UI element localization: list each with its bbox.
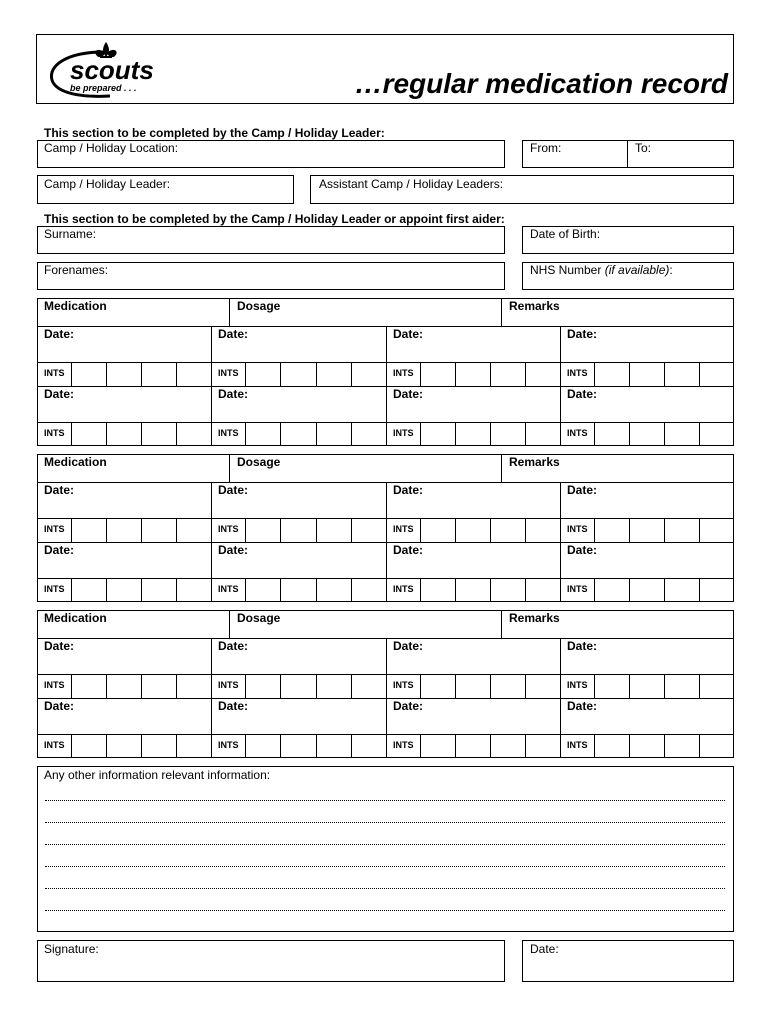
initials-box[interactable]	[525, 578, 526, 602]
date-label: Date:	[218, 387, 249, 401]
date-label: Date:	[393, 699, 424, 713]
initials-box[interactable]	[664, 578, 665, 602]
initials-box[interactable]	[420, 362, 421, 386]
initials-box[interactable]	[525, 422, 526, 446]
dotted-line	[45, 822, 725, 823]
date-label: Date:	[44, 639, 75, 653]
ints-label: INTS	[393, 524, 414, 534]
initials-box[interactable]	[629, 518, 630, 542]
initials-box[interactable]	[455, 578, 456, 602]
ints-label: INTS	[393, 428, 414, 438]
ints-label: INTS	[567, 740, 588, 750]
dotted-line	[45, 844, 725, 845]
ints-label: INTS	[393, 368, 414, 378]
nhs-note: (if available)	[604, 263, 670, 277]
initials-box[interactable]	[525, 674, 526, 698]
forenames-label: Forenames:	[44, 263, 109, 277]
camp-location-label: Camp / Holiday Location:	[44, 141, 179, 155]
dotted-line	[45, 910, 725, 911]
date-label: Date:	[218, 699, 249, 713]
initials-box[interactable]	[629, 674, 630, 698]
initials-box[interactable]	[490, 362, 491, 386]
initials-box[interactable]	[141, 734, 142, 758]
initials-box[interactable]	[525, 734, 526, 758]
initials-box[interactable]	[141, 674, 142, 698]
dotted-line	[45, 800, 725, 801]
initials-box[interactable]	[106, 518, 107, 542]
surname-field[interactable]	[37, 226, 505, 254]
initials-box[interactable]	[594, 422, 595, 446]
initials-box[interactable]	[664, 362, 665, 386]
initials-box[interactable]	[316, 518, 317, 542]
initials-box[interactable]	[629, 362, 630, 386]
initials-box[interactable]	[176, 674, 177, 698]
medication-label: Medication	[44, 299, 107, 313]
initials-box[interactable]	[629, 422, 630, 446]
initials-box[interactable]	[141, 422, 142, 446]
initials-box[interactable]	[280, 422, 281, 446]
initials-box[interactable]	[420, 422, 421, 446]
initials-box[interactable]	[629, 578, 630, 602]
initials-box[interactable]	[280, 674, 281, 698]
initials-box[interactable]	[699, 362, 700, 386]
initials-box[interactable]	[351, 734, 352, 758]
initials-box[interactable]	[71, 362, 72, 386]
remarks-label: Remarks	[509, 455, 560, 469]
initials-box[interactable]	[106, 422, 107, 446]
ints-label: INTS	[44, 368, 65, 378]
initials-box[interactable]	[71, 518, 72, 542]
section2-heading: This section to be completed by the Camp / Holiday Leader or appoint first aider:	[44, 212, 505, 226]
ints-label: INTS	[218, 584, 239, 594]
initials-box[interactable]	[664, 422, 665, 446]
initials-box[interactable]	[106, 734, 107, 758]
page-title: …regular medication record	[354, 68, 728, 99]
signature-label: Signature:	[44, 942, 99, 956]
initials-box[interactable]	[664, 674, 665, 698]
initials-box[interactable]	[176, 518, 177, 542]
initials-box[interactable]	[420, 518, 421, 542]
remarks-label: Remarks	[509, 611, 560, 625]
svg-text:be prepared . . .: be prepared . . .	[70, 83, 137, 93]
date-label: Date:	[393, 483, 424, 497]
initials-box[interactable]	[525, 518, 526, 542]
ints-label: INTS	[567, 524, 588, 534]
initials-box[interactable]	[525, 362, 526, 386]
date-label: Date:	[567, 639, 598, 653]
scouts-logo	[46, 38, 176, 100]
dob-label: Date of Birth:	[530, 227, 601, 241]
initials-box[interactable]	[245, 362, 246, 386]
date-label: Date:	[393, 387, 424, 401]
initials-box[interactable]	[490, 422, 491, 446]
initials-box[interactable]	[316, 422, 317, 446]
ints-label: INTS	[393, 680, 414, 690]
date-label: Date:	[44, 387, 75, 401]
ints-label: INTS	[218, 740, 239, 750]
initials-box[interactable]	[176, 422, 177, 446]
initials-box[interactable]	[699, 578, 700, 602]
assistant-leaders-label: Assistant Camp / Holiday Leaders:	[319, 177, 504, 191]
initials-box[interactable]	[141, 518, 142, 542]
initials-box[interactable]	[351, 578, 352, 602]
initials-box[interactable]	[245, 578, 246, 602]
initials-box[interactable]	[455, 518, 456, 542]
initials-box[interactable]	[71, 578, 72, 602]
medication-label: Medication	[44, 455, 107, 469]
initials-box[interactable]	[455, 362, 456, 386]
date-label: Date:	[567, 387, 598, 401]
initials-box[interactable]	[245, 422, 246, 446]
initials-box[interactable]	[280, 362, 281, 386]
initials-box[interactable]	[106, 578, 107, 602]
initials-box[interactable]	[629, 734, 630, 758]
ints-label: INTS	[567, 680, 588, 690]
other-info-label: Any other information relevant information:	[44, 768, 271, 782]
date-label: Date:	[218, 327, 249, 341]
initials-box[interactable]	[280, 518, 281, 542]
ints-label: INTS	[44, 740, 65, 750]
ints-label: INTS	[218, 428, 239, 438]
initials-box[interactable]	[490, 674, 491, 698]
ints-label: INTS	[567, 584, 588, 594]
initials-box[interactable]	[176, 362, 177, 386]
initials-box[interactable]	[490, 518, 491, 542]
initials-box[interactable]	[594, 734, 595, 758]
date-label: Date:	[44, 327, 75, 341]
initials-box[interactable]	[141, 362, 142, 386]
date-label: Date:	[218, 543, 249, 557]
nhs-number-label: NHS Number (if available):	[530, 263, 673, 277]
initials-box[interactable]	[594, 674, 595, 698]
initials-box[interactable]	[594, 518, 595, 542]
initials-box[interactable]	[280, 578, 281, 602]
initials-box[interactable]	[699, 518, 700, 542]
initials-box[interactable]	[490, 578, 491, 602]
medication-label: Medication	[44, 611, 107, 625]
initials-box[interactable]	[245, 674, 246, 698]
initials-box[interactable]	[490, 734, 491, 758]
ints-label: INTS	[567, 368, 588, 378]
dosage-label: Dosage	[237, 611, 281, 625]
initials-box[interactable]	[455, 422, 456, 446]
ints-label: INTS	[44, 524, 65, 534]
initials-box[interactable]	[699, 422, 700, 446]
initials-box[interactable]	[316, 734, 317, 758]
initials-box[interactable]	[420, 674, 421, 698]
footer-date-label: Date:	[530, 942, 559, 956]
initials-box[interactable]	[664, 734, 665, 758]
ints-label: INTS	[44, 680, 65, 690]
date-label: Date:	[393, 543, 424, 557]
date-label: Date:	[44, 543, 75, 557]
ints-label: INTS	[218, 524, 239, 534]
ints-label: INTS	[393, 584, 414, 594]
svg-text:scouts: scouts	[70, 55, 154, 85]
ints-label: INTS	[44, 428, 65, 438]
from-label: From:	[530, 141, 562, 155]
dosage-label: Dosage	[237, 299, 281, 313]
initials-box[interactable]	[71, 422, 72, 446]
ints-label: INTS	[393, 740, 414, 750]
ints-label: INTS	[218, 368, 239, 378]
initials-box[interactable]	[664, 518, 665, 542]
date-label: Date:	[44, 483, 75, 497]
initials-box[interactable]	[594, 362, 595, 386]
initials-box[interactable]	[351, 362, 352, 386]
initials-box[interactable]	[699, 734, 700, 758]
dosage-label: Dosage	[237, 455, 281, 469]
initials-box[interactable]	[455, 734, 456, 758]
initials-box[interactable]	[455, 674, 456, 698]
initials-box[interactable]	[594, 578, 595, 602]
initials-box[interactable]	[316, 674, 317, 698]
initials-box[interactable]	[351, 422, 352, 446]
ints-label: INTS	[44, 584, 65, 594]
date-label: Date:	[393, 327, 424, 341]
date-label: Date:	[44, 699, 75, 713]
initials-box[interactable]	[71, 734, 72, 758]
signature-field[interactable]	[37, 940, 505, 982]
initials-box[interactable]	[280, 734, 281, 758]
surname-label: Surname:	[44, 227, 97, 241]
to-label: To:	[635, 141, 652, 155]
initials-box[interactable]	[176, 578, 177, 602]
section1-heading: This section to be completed by the Camp / Holiday Leader:	[44, 126, 385, 140]
initials-box[interactable]	[316, 578, 317, 602]
initials-box[interactable]	[71, 674, 72, 698]
date-label: Date:	[567, 543, 598, 557]
initials-box[interactable]	[106, 674, 107, 698]
date-label: Date:	[218, 483, 249, 497]
dotted-line	[45, 866, 725, 867]
initials-box[interactable]	[106, 362, 107, 386]
date-label: Date:	[567, 699, 598, 713]
camp-leader-label: Camp / Holiday Leader:	[44, 177, 171, 191]
initials-box[interactable]	[420, 578, 421, 602]
remarks-label: Remarks	[509, 299, 560, 313]
initials-box[interactable]	[176, 734, 177, 758]
initials-box[interactable]	[141, 578, 142, 602]
date-label: Date:	[567, 483, 598, 497]
initials-box[interactable]	[351, 518, 352, 542]
date-label: Date:	[567, 327, 598, 341]
initials-box[interactable]	[351, 674, 352, 698]
initials-box[interactable]	[316, 362, 317, 386]
other-info-box[interactable]	[37, 766, 734, 932]
initials-box[interactable]	[420, 734, 421, 758]
initials-box[interactable]	[245, 518, 246, 542]
initials-box[interactable]	[699, 674, 700, 698]
date-label: Date:	[218, 639, 249, 653]
date-label: Date:	[393, 639, 424, 653]
ints-label: INTS	[218, 680, 239, 690]
ints-label: INTS	[567, 428, 588, 438]
dotted-line	[45, 888, 725, 889]
initials-box[interactable]	[245, 734, 246, 758]
